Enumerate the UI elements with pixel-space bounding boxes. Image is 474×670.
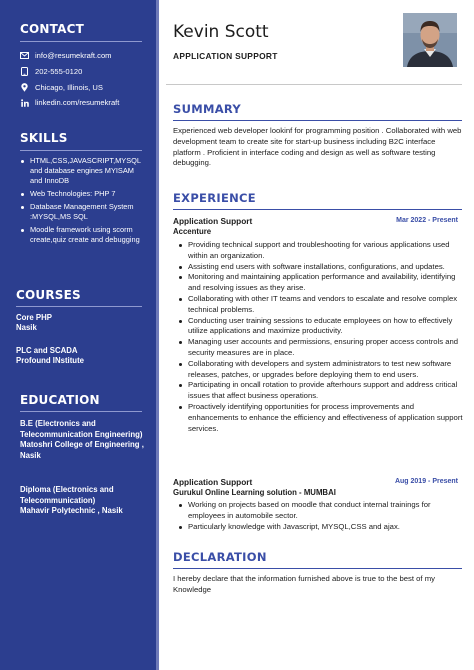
job-bullet: Particularly knowledge with Javascript, MYSQL,CSS and ajax. (178, 522, 463, 533)
course-institute: Profound INstitute (16, 356, 84, 365)
candidate-role: APPLICATION SUPPORT (173, 51, 278, 61)
job-company: Gurukul Online Learning solution - MUMBAI (173, 488, 336, 497)
education-degree: B.E (Electronics and Telecommunication Engineering) (20, 419, 143, 439)
skills-divider (20, 150, 142, 151)
skill-item: HTML,CSS,JAVASCRIPT,MYSQL and database engines MYISAM and InnoDB (20, 156, 148, 186)
job-date: Aug 2019 - Present (394, 478, 458, 485)
location-pin-icon (20, 83, 29, 92)
sidebar-stripe (156, 0, 159, 670)
job-bullets (178, 240, 463, 434)
summary-text: Experienced web developer lookinf for programming position . Collaborated with web development team to create site for start-up business including B2C interface platform . Proficient in interface coding and design as well as software testing debugging. (173, 126, 462, 168)
job-title: Application Support (173, 477, 253, 487)
education-item (20, 485, 148, 517)
course-item (16, 313, 52, 333)
skill-item: Moodle framework using scorm create,quiz create and debugging (20, 225, 148, 245)
education-school: Matoshri College of Engineering , Nasik (20, 440, 144, 460)
job-bullet: Collaborating with other IT teams and vendors to escalate and resolve complex technical problems. (178, 294, 463, 316)
education-heading: EDUCATION (20, 393, 100, 407)
course-name: Core PHP (16, 313, 52, 322)
education-school: Mahavir Polytechnic , Nasik (20, 506, 123, 515)
experience-divider (173, 209, 462, 210)
contact-email-text: info@resumekraft.com (35, 51, 112, 60)
declaration-text: I hereby declare that the information furnished above is true to the best of my Knowledge (173, 574, 435, 594)
contact-divider (20, 41, 142, 42)
courses-heading: COURSES (16, 288, 81, 302)
skills-heading: SKILLS (20, 131, 68, 145)
job-bullet: Proactively identifying opportunities for process improvements and enhancements to enhance the efficiency and effectiveness of application support services. (178, 402, 463, 434)
job-bullet: Participating in oncall rotation to provide afterhours support and address critical issues that affect business operations. (178, 380, 463, 402)
candidate-name: Kevin Scott (173, 22, 269, 42)
summary-heading: SUMMARY (173, 102, 242, 116)
contact-heading: CONTACT (20, 22, 84, 36)
contact-location-text: Chicago, Illinois, US (35, 83, 103, 92)
job-bullet: Monitoring and maintaining application performance and availability, identifying and resolving issues as they arise. (178, 272, 463, 294)
skill-item: Database Management System :MYSQL,MS SQL (20, 202, 148, 222)
contact-phone[interactable] (20, 67, 82, 76)
education-degree: Diploma (Electronics and Telecommunication) (20, 485, 114, 505)
profile-photo (403, 13, 457, 67)
job-title: Application Support (173, 216, 253, 226)
course-item (16, 346, 84, 366)
contact-location (20, 83, 103, 92)
experience-heading: EXPERIENCE (173, 191, 256, 205)
job-date: Mar 2022 - Present (396, 217, 458, 224)
job-company: Accenture (173, 227, 212, 236)
course-institute: Nasik (16, 323, 37, 332)
phone-icon (20, 67, 29, 76)
job-bullet: Assisting end users with software installations, configurations, and updates. (178, 262, 463, 273)
course-name: PLC and SCADA (16, 346, 78, 355)
job-bullet: Conducting user training sessions to educate employees on how to effectively utilize applications and maximize productivity. (178, 316, 463, 338)
header-divider (166, 84, 462, 85)
courses-divider (16, 306, 142, 307)
summary-divider (173, 120, 462, 121)
job-bullet: Providing technical support and troubleshooting for various applications used within an organization. (178, 240, 463, 262)
declaration-divider (173, 568, 462, 569)
contact-email[interactable] (20, 51, 112, 60)
job-bullets (178, 500, 463, 532)
education-divider (20, 411, 142, 412)
contact-linkedin-text: linkedin.com/resumekraft (35, 98, 120, 107)
contact-phone-text: 202-555-0120 (35, 67, 83, 76)
skills-list (20, 156, 148, 248)
linkedin-icon (20, 98, 29, 107)
contact-linkedin[interactable] (20, 98, 119, 107)
job-bullet: Working on projects based on moodle that conduct internal trainings for employees in automobile sector. (178, 500, 463, 522)
declaration-heading: DECLARATION (173, 550, 267, 564)
envelope-icon (20, 51, 29, 60)
education-item (20, 419, 148, 461)
skill-item: Web Technologies: PHP 7 (20, 189, 148, 199)
job-bullet: Managing user accounts and permissions, ensuring proper access controls and security measures are in place. (178, 337, 463, 359)
job-bullet: Collaborating with developers and system administrators to test new software releases, patches, or upgrades before deploying them to end users. (178, 359, 463, 381)
sidebar (0, 0, 156, 670)
